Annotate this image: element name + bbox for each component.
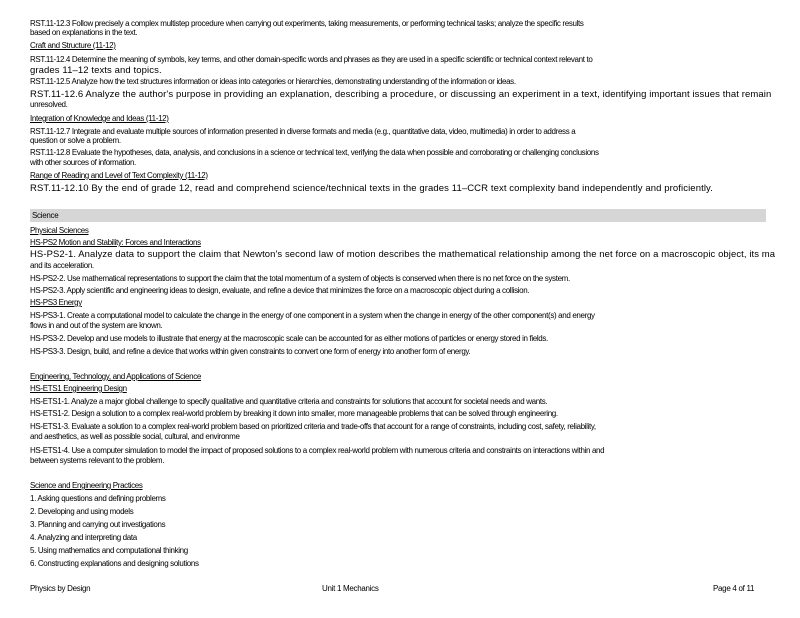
rst-4-line1: RST.11-12.4 Determine the meaning of symbols, key terms, and other domain-specific words and phrases as they are used in a specific scientific or technical context relevant to: [30, 55, 593, 64]
rst-7-line1: RST.11-12.7 Integrate and evaluate multiple sources of information presented in diverse formats and media (e.g., quantitative data, video, multimedia) in order to address a: [30, 127, 576, 136]
hs-ets1-3-line1: HS-ETS1-3. Evaluate a solution to a complex real-world problem based on prioritized criteria and trade-offs that account for a range of constraints, including cost, safety, reliability,: [30, 422, 596, 431]
hs-ps3-2: HS-PS3-2. Develop and use models to illustrate that energy at the macroscopic scale can be accounted for as either motions of particles or energy stored in fields.: [30, 334, 548, 343]
heading-practices: Science and Engineering Practices: [30, 481, 143, 490]
rst-6-line2: unresolved.: [30, 100, 68, 109]
heading-hs-ps3: HS-PS3 Energy: [30, 298, 82, 307]
rst-6-line1: RST.11-12.6 Analyze the author's purpose in providing an explanation, describing a procedure, or discussing an experiment in a text, identifying important issues that remain: [30, 89, 772, 100]
footer-page-number: Page 4 of 11: [713, 584, 755, 593]
rst-7-line2: question or solve a problem.: [30, 136, 121, 145]
rst-5: RST.11-12.5 Analyze how the text structures information or ideas into categories or hierarchies, demonstrating understanding of the information or ideas.: [30, 77, 516, 86]
hs-ets1-1: HS-ETS1-1. Analyze a major global challenge to specify qualitative and quantitative criteria and constraints for solutions that account for societal needs and wants.: [30, 397, 548, 406]
heading-integration: Integration of Knowledge and Ideas (11-12): [30, 114, 169, 123]
heading-engineering: Engineering, Technology, and Applications of Science: [30, 372, 201, 381]
rst-10: RST.11-12.10 By the end of grade 12, read and comprehend science/technical texts in the grades 11–CCR text complexity band independently and proficiently.: [30, 183, 713, 194]
hs-ets1-2: HS-ETS1-2. Design a solution to a complex real-world problem by breaking it down into smaller, more manageable problems that can be solved through engineering.: [30, 409, 558, 418]
heading-hs-ets1: HS-ETS1 Engineering Design: [30, 384, 127, 393]
heading-hs-ps2: HS-PS2 Motion and Stability: Forces and Interactions: [30, 238, 201, 247]
hs-ps2-2: HS-PS2-2. Use mathematical representations to support the claim that the total momentum of a system of objects is conserved when there is no net force on the system.: [30, 274, 570, 283]
practice-item-6: 6. Constructing explanations and designing solutions: [30, 559, 199, 568]
footer-course-title: Physics by Design: [30, 584, 91, 593]
hs-ps2-3: HS-PS2-3. Apply scientific and engineering ideas to design, evaluate, and refine a device that minimizes the force on a macroscopic object during a collision.: [30, 286, 530, 295]
practice-item-4: 4. Analyzing and interpreting data: [30, 533, 137, 542]
heading-craft-structure: Craft and Structure (11-12): [30, 41, 116, 50]
rst-4-line2: grades 11–12 texts and topics.: [30, 65, 162, 76]
hs-ets1-4-line2: between systems relevant to the problem.: [30, 456, 165, 465]
heading-physical-sciences: Physical Sciences: [30, 226, 89, 235]
hs-ets1-4-line1: HS-ETS1-4. Use a computer simulation to model the impact of proposed solutions to a complex real-world problem with numerous criteria and constraints on interactions within and: [30, 446, 605, 455]
rst-3-line1: RST.11-12.3 Follow precisely a complex multistep procedure when carrying out experiments, taking measurements, or performing technical tasks; analyze the specific results: [30, 19, 584, 28]
rst-8-line2: with other sources of information.: [30, 158, 136, 167]
practice-item-3: 3. Planning and carrying out investigations: [30, 520, 166, 529]
hs-ps3-3: HS-PS3-3. Design, build, and refine a device that works within given constraints to convert one form of energy into another form of energy.: [30, 347, 471, 356]
heading-range-of-reading: Range of Reading and Level of Text Complexity (11-12): [30, 171, 208, 180]
hs-ps2-1-line2: and its acceleration.: [30, 261, 94, 270]
hs-ps3-1-line2: flows in and out of the system are known.: [30, 321, 163, 330]
rst-3-line2: based on explanations in the text.: [30, 28, 138, 37]
hs-ps2-1-line1: HS-PS2-1. Analyze data to support the claim that Newton's second law of motion describes the mathematical relationship among the net force on a macroscopic object, its ma: [30, 249, 776, 260]
practice-item-5: 5. Using mathematics and computational thinking: [30, 546, 188, 555]
rst-8-line1: RST.11-12.8 Evaluate the hypotheses, data, analysis, and conclusions in a science or technical text, verifying the data when possible and corroborating or challenging conclusions: [30, 148, 599, 157]
practice-item-2: 2. Developing and using models: [30, 507, 134, 516]
practice-item-1: 1. Asking questions and defining problems: [30, 494, 166, 503]
science-section-band: [30, 209, 766, 222]
hs-ps3-1-line1: HS-PS3-1. Create a computational model to calculate the change in the energy of one component in a system when the change in energy of the other component(s) and energy: [30, 311, 595, 320]
science-band-label: Science: [32, 211, 59, 220]
hs-ets1-3-line2: and aesthetics, as well as possible social, cultural, and environme: [30, 432, 240, 441]
footer-unit: Unit 1 Mechanics: [322, 584, 379, 593]
